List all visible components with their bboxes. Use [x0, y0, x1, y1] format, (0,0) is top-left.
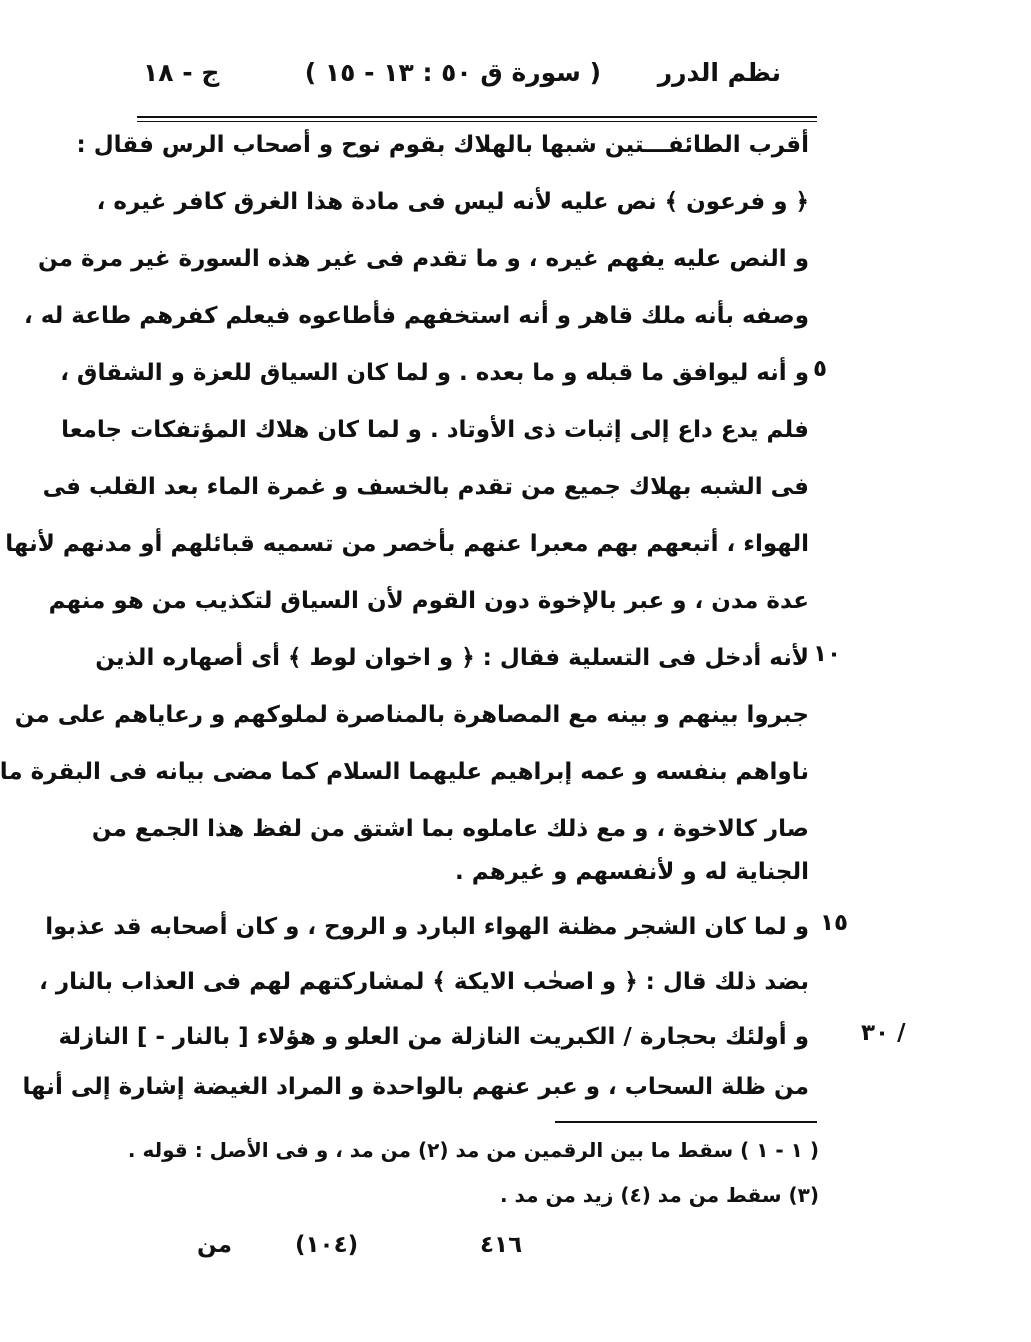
line-number-5: ٥: [813, 356, 828, 382]
text-line: صار كالاخوة ، و مع ذلك عاملوه بما اشتق من لفظ هذا الجمع من: [91, 816, 809, 842]
text-line: و النص عليه يفهم غيره ، و ما تقدم فى غير هذه السورة غير مرة من: [38, 246, 809, 272]
footnote-line: ( ١ - ١ ) سقط ما بين الرقمين من مد (٢) من مد ، و فى الأصل : قوله .: [127, 1138, 819, 1162]
margin-page-reference: / ٣٠: [861, 1020, 906, 1046]
header-volume: ج - ١٨: [143, 58, 220, 87]
footnote-line: (٣) سقط من مد (٤) زيد من مد .: [500, 1183, 819, 1207]
line-number-15: ١٥: [820, 910, 849, 936]
text-line: جبروا بينهم و بينه مع المصاهرة بالمناصرة لملوكهم و رعاياهم على من: [14, 702, 809, 728]
text-line: لأنه أدخل فى التسلية فقال : ﴿ و اخوان لوط ﴾ أى أصهاره الذين: [95, 645, 809, 671]
page-number: ٤١٦: [480, 1232, 523, 1258]
text-line: ناواهم بنفسه و عمه إبراهيم عليهما السلام كما مضى بيانه فى البقرة ما: [0, 759, 809, 785]
text-line: بضد ذلك قال : ﴿ و اصحٰب الايكة ﴾ لمشاركتهم لهم فى العذاب بالنار ،: [39, 969, 809, 995]
text-line: و أنه ليوافق ما قبله و ما بعده . و لما كان السياق للعزة و الشقاق ،: [60, 360, 809, 386]
header-rule: [137, 116, 817, 118]
text-line: الجناية له و لأنفسهم و غيرهم .: [455, 859, 809, 885]
text-line: أقرب الطائفـــتين شبها بالهلاك بقوم نوح و أصحاب الرس فقال :: [76, 132, 809, 158]
header-rule-thin: [137, 121, 817, 122]
text-line: و لما كان الشجر مظنة الهواء البارد و الروح ، و كان أصحابه قد عذبوا: [45, 914, 809, 940]
text-line: فى الشبه بهلاك جميع من تقدم بالخسف و غمرة الماء بعد القلب فى: [42, 474, 809, 500]
text-line: الهواء ، أتبعهم بهم معبرا عنهم بأخصر من تسميه قبائلهم أو مدنهم لأنها: [5, 531, 809, 557]
line-number-10: ١٠: [813, 641, 842, 667]
text-line: عدة مدن ، و عبر بالإخوة دون القوم لأن السياق لتكذيب من هو منهم: [48, 588, 809, 614]
header-surah-reference: ( سورة ق ٥٠ : ١٣ - ١٥ ): [304, 58, 601, 87]
text-line: و أولئك بحجارة / الكبريت النازلة من العلو و هؤلاء [ بالنار - ] النازلة: [58, 1024, 809, 1050]
original-page-number: (١٠٤): [295, 1232, 359, 1258]
footnote-rule: [555, 1121, 817, 1123]
text-line: من ظلة السحاب ، و عبر عنهم بالواحدة و المراد الغيضة إشارة إلى أنها: [22, 1074, 809, 1100]
text-line: ﴿ و فرعون ﴾ نص عليه لأنه ليس فى مادة هذا الغرق كافر غيره ،: [96, 189, 809, 215]
text-line: وصفه بأنه ملك قاهر و أنه استخفهم فأطاعوه فيعلم كفرهم طاعة له ،: [23, 303, 809, 329]
text-line: فلم يدع داع إلى إثبات ذى الأوتاد . و لما كان هلاك المؤتفكات جامعا: [61, 417, 809, 443]
catchword: من: [197, 1232, 232, 1258]
header-book-title: نظم الدرر: [657, 58, 781, 87]
